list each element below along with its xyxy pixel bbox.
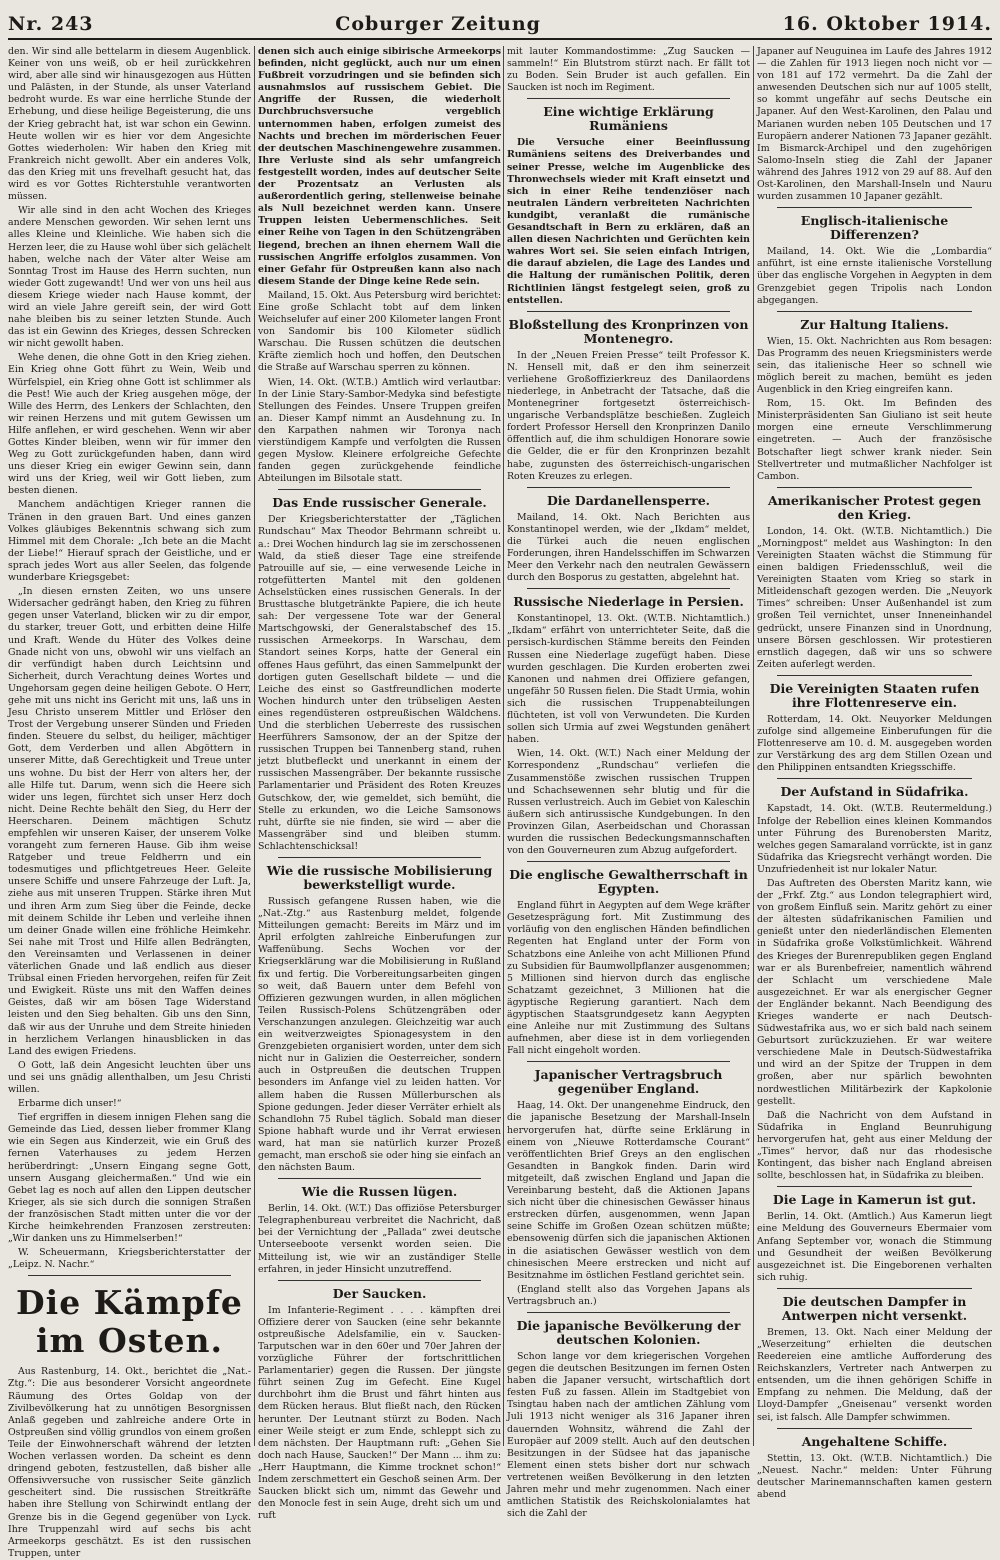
headline-japanischer-vertragsbruch: Japanischer Vertragsbruch gegenüber England. [534, 1067, 723, 1097]
section-rule [527, 1061, 730, 1062]
article-byline: W. Scheuermann, Kriegsberichterstatter der „Leipz. N. Nachr.“ [8, 1247, 251, 1271]
section-rule [777, 311, 972, 312]
article-paragraph: Erbarme dich unser!“ [18, 1098, 122, 1110]
column-divider [753, 46, 754, 1446]
article-paragraph: Mailand, 15. Okt. Aus Petersburg wird berichtet: Eine große Schlacht tobt auf dem linken Weichselufer auf einer 200 Kilometer langen Front von Sandomir bis 100 Kilometer südlich Warschau. Die Russen schützen die deutschen Kräfte ziemlich hoch und hoffen, den Deutschen die Straße auf Warschau sperren zu können. [258, 289, 501, 374]
headline-angehaltene-schiffe: Angehaltene Schiffe. [801, 1433, 948, 1449]
article-paragraph: Der Kriegsberichterstatter der „Täglichen Rundschau“ Max Theodor Behrmann schreibt u. a.: Drei Wochen hindurch lag sie im zerschossenen Wald, da stieß dieser Tage eine streifende Patrouille auf sie, — eine verwesende Leiche in rotgefütterten Mantel mit den goldenen Achselstücken eines russischen Generals. In der Brusttasche blutgetränkte Papiere, die ich heute sah: Der vergessene Tote war der General Martschgowski, der Generalstabschef des 15. russischen Armeekorps. In Warschau, dem Standort seines Korps, hatte der General ein offenes Haus geführt, das einen Sammelpunkt der dortigen guten Gesellschaft bildete — und die Leiche des einst so Gastfreundlichen moderte Wochen hindurch unter den trübseligen Aesten eines regendüsteren ostpreußischen Wäldchens. Und die sterblichen Ueberreste des russischen Heerführers Samsonow, der an der Spitze der russischen Truppen bei Tannenberg stand, ruhen jetzt blutbefleckt und unerkannt in einem der russischen Massengräber. Der bekannte russische Parlamentarier und Präsident des Roten Kreuzes Gutschkow, der, wie gemeldet, sich bemüht, die Stelle zu erkunden, wo die Leiche Samsonows ruht, dürfte sie nie finden, sie wird — aber die Massengräber sind und bleiben stumm. Schlachtenschicksal! [258, 514, 501, 852]
section-rule [777, 778, 972, 779]
article-paragraph: Mailand, 14. Okt. Nach Berichten aus Konstantinopel werden, wie der „Ikdam“ meldet, die Türkei auch die neuen englischen Forderungen, ihren Handelsschiffen im Schwarzen Meer den Verkehr nach den neutralen Gewässern durch den Bosporus zu gestatten, abgelehnt hat. [507, 511, 750, 584]
masthead [8, 0, 992, 40]
section-rule [278, 1178, 481, 1179]
section-rule [278, 1280, 481, 1281]
article-paragraph: den. Wir sind alle bettelarm in diesem Augenblick. Keiner von uns weiß, ob er heil zurückkehren wird, aber alle sind wir hinausgezogen aus Hütten und Palästen, in der Stunde, als unser Vaterland bedroht wurde. Es war eine herrliche Stunde der Erhebung, und diese heilige Begeisterung, die uns der Krieg gebracht hat, ist war schon ein Gewinn. Heute wollen wir es hier vor dem Angesichte Gottes wiederholen: Wir haben den Krieg mit Frankreich nicht gewollt. Aber ein anderes Volk, das den Krieg mit uns frevelhaft gesucht hat, das wird es vor Gottes Richterstuhle verantworten müssen. [8, 46, 251, 203]
headline-englisch-italienische-differenzen: Englisch-italienische Differenzen? [800, 213, 949, 243]
article-paragraph: Wien, 15. Okt. Nachrichten aus Rom besagen: Das Programm des neuen Kriegsministers werde sein, das italienische Heer so schnell wie möglich bereit zu machen, bemüht es jeden Augenblick in den Krieg eingreifen kann. [757, 335, 992, 396]
article-paragraph: Das Auftreten des Obersten Maritz kann, wie der „Frkf. Ztg.“ aus London telegraphiert wird, von großem Einfluß sein. Maritz gehört zu einer der ältesten südafrikanischen Familien und genießt unter den niederländischen Elementen in Südafrika große Volkstümlichkeit. Während des Krieges der Burenrepubliken gegen England war er als Burenbefreier, namentlich während der Schlacht um verschiedene Male ausgezeichnet. Er war als energischer Gegner der Engländer bekannt. Nach Beendigung des Krieges wanderte er nach Deutsch-Südwestafrika aus, wo er sich bald nach seinem Geburtsort zurückzuziehen. Er war weitere verschiedene Male in Deutsch-Südwestafrika und wird an der Spitze der Truppen in dem großen, aber nur spärlich bewohnten nordwestlichen Militärbezirk der Kapkolonie gestellt. [757, 877, 992, 1107]
article-paragraph: Im Infanterie-Regiment . . . . kämpften drei Offiziere derer von Saucken (eine sehr bekannte ostpreußische Adelsfamilie, ein v. Saucken-Tarputschen war in den 60er und 70er Jahren der vorzügliche Führer der fortschrittlichen Parlamentarier) gegen die Russen. Der jüngste führt seinen Zug im Gefecht. Eine Kugel durchbohrt ihm die Brust und fährt hinten aus dem Rücken heraus. Blut fließt nach, den Rücken herunter. Der Leutnant stürzt zu Boden. Nach einer Weile steigt er zum Ende, schleppt sich zu dem nächsten. Der Hauptmann ruft: „Gehen Sie doch nach Hause, Saucken!“ Der Mann ... ihm zu: „Herr Hauptmann, die Kimme trocknet schon!“ Indem zerschmettert ein Geschoß seinen Arm. Der Saucken blickt sich um, nimmt das Gewehr und den Monocle fest in sein Auge, dreht sich um und ruft [258, 1304, 501, 1522]
article-paragraph: Russisch gefangene Russen haben, wie die „Nat.-Ztg.“ aus Rastenburg meldet, folgende Mitteilungen gemacht: Bereits im März und im April erfolgten zahlreiche Einberufungen zur Waffenübung. Sechs Wochen vor der Kriegserklärung war die Mobilisierung in Rußland fix und fertig. Die Vorbereitungsarbeiten gingen so weit, daß Bauern unter dem Befehl von Offizieren gezwungen wurden, in allen möglichen Teilen Russisch-Polens Schützengräben oder Verschanzungen anzulegen. Gleichzeitig war auch ein weitverzweigtes Spionagesystem in den Grenzgebieten organisiert worden, unter dem sich nicht nur in Galizien die Oesterreicher, sondern auch in Ostpreußen die deutschen Truppen besonders im Anfange viel zu leiden hatten. Vor allem haben die Russen Müllerburschen als Spione gedungen. Jeder dieser Verräter erhielt als Schandlohn 75 Rubel täglich. Sobald man dieser Spione habhaft wurde und ihr Verrat erwiesen ward, hat man sie natürlich kurzer Prozeß gemacht, man erschoß sie oder hing sie einfach an den nächsten Baum. [258, 896, 501, 1174]
section-rule [278, 489, 481, 490]
article-paragraph: Haag, 14. Okt. Der unangenehme Eindruck, den die japanische Besetzung der Marshall-Inseln hervorgerufen hat, dürfte seine Erklärung in einem von „Nieuwe Rotterdamsche Courant“ veröffentlichten Brief Greys an den englischen Gesandten in Bangkok finden. Darin wird mitgeteilt, daß zwischen England und Japan die Vereinbarung besteht, daß die Aktionen Japans sich nicht über die chinesischen Gewässer hinaus erstrecken dürfen, ausgenommen, wenn Japan seine Schiffe im Großen Ozean schützen müßte; ebensowenig dürfen sich die japanischen Aktionen in die asiatischen Gewässer westlich von dem chinesischen Meere erstrecken und nicht auf Besitznahme im östlichen Festland gerichtet sein. [507, 1100, 750, 1281]
section-rule [527, 861, 730, 862]
article-paragraph: London, 14. Okt. (W.T.B. Nichtamtlich.) Die „Morningpost“ meldet aus Washington: In den Vereinigten Staaten wächst die Stimmung für einen baldigen Friedensschluß, weil die Vereinigten Staaten vom Krieg so stark in Mitleidenschaft gezogen werden. Die „Neuyork Times“ schreiben: Unser Außenhandel ist zum großen Teil vernichtet, unser Inneneinhandel gedrückt, unsere Finanzen sind in Unordnung, unsere Börsen geschlossen. Wir protestieren ernstlich dagegen, daß wir uns so schwere Zeiten auferlegt werden. [757, 525, 992, 670]
section-rule [777, 1288, 972, 1289]
article-paragraph: (England stellt also das Vorgehen Japans als Vertragsbruch an.) [507, 1283, 750, 1307]
article-paragraph: Stettin, 13. Okt. (W.T.B. Nichtamtlich.) Die „Neuest. Nachr.“ melden: Unter Führung deutscher Marinemannschaften kamen gestern abend [757, 1452, 992, 1500]
headline-aufstand-suedafrika: Der Aufstand in Südafrika. [780, 784, 969, 800]
article-paragraph: Rotterdam, 14. Okt. Neuyorker Meldungen zufolge sind allgemeine Einberufungen für die Flottenreserve am 10. d. M. ausgegeben worden zur Verstärkung des arg dem Stillen Ozean und den Philippinen entsandten Kriegsschiffe. [757, 713, 992, 774]
headline-der-saucken: Der Saucken. [332, 1285, 427, 1301]
headline-japanische-bevoelkerung: Die japanische Bevölkerung der deutschen Kolonien. [516, 1317, 741, 1347]
article-paragraph: „In diesen ernsten Zeiten, wo uns unsere Widersacher gedrängt haben, den Krieg zu führen gegen unser Vaterland, blicken wir zu dir empor, du starker, treuer Gott, und erbitten deine Hilfe und Kraft. Wende du Hüter des Volkes deine Gnade nicht von uns, obwohl wir uns vielfach an dir verfündigt haben durch Leichtsinn und Sicherheit, durch Verachtung deines Wortes und Ungehorsam gegen deine heiligen Gebote. O Herr, gehe mit uns nicht ins Gericht mit uns, laß uns in Jesu Christo unserem Mittler und Erlöser den Trost der Vergebung unserer Sünden und Frieden finden. Steuere du selbst, du heiliger, mächtiger Gott, dem Verderben und allen Abgöttern in unserer Mitte, daß Gerechtigkeit und Treue unter uns wohne. Du bist der Herr von alters her, der alle Hilfe tut. Darum, wenn sich die Heere sich wider uns legen, fürchtet sich unser Herz doch nicht. Deine Rechte behält den Sieg, du Herr der Heerscharen. Deinem mächtigen Schutz empfehlen wir unseren Kaiser, der unserem Volke vorangeht zum ferneren Hause. Gib ihm weise Ratgeber und treue Feldherrn und ein todesmutiges und pflichtgetreues Heer. Geleite unsere Schiffe und unsere Fahrzeuge der Luft. Ja, ziehe aus mit unseren Truppen. Stärke ihren Mut und ihren Arm zum Sieg über die Feinde, decke mit deinem Schilde ihr Leben und verleihe ihnen um deiner Gnade willen eine fröhliche Heimkehr. Sei nahe mit Trost und Hilfe allen Bedrängten, den Vereinsamten und Verlassenen in deiner väterlichen Gnade und laß endlich aus dieser Trübsal einen Frieden hervorgehen, reifen für Zeit und Ewigkeit. Rüste uns mit den Waffen deines Geistes, daß wir am bösen Tage Widerstand leisten und den Sieg behalten. Gib uns den Sinn, daß wir aus der Unruhe und dem Streite hinieden in herzlichem Verlangen hinausblicken in das Land des ewigen Friedens. [8, 586, 251, 1057]
headline-wie-die-russen-luegen: Wie die Russen lügen. [301, 1184, 458, 1200]
article-paragraph: Schon lange vor dem kriegerischen Vorgehen gegen die deutschen Besitzungen im fernen Osten haben die Japaner versucht, wirtschaftlich dort festen Fuß zu fassen. Allein im Stadtgebiet von Tsingtau haben nach der amtlichen Zählung vom Juli 1913 nicht weniger als 316 Japaner ihren dauernden Wohnsitz, während die Zahl der Europäer auf 2009 stellt. Auch auf den deutschen Besitzungen in der Südsee hat das japanische Element einen stets bisher dort nur schwach vertretenen weißen Bevölkerung in den letzten Jahren mehr und mehr zugenommen. Nach einer amtlichen Statistik des Reichskolonialamtes hat sich die Zahl der [507, 1350, 750, 1520]
headline-russische-mobilisierung: Wie die russische Mobilisierung bewerkstelligt wurde. [266, 863, 493, 892]
section-rule [527, 98, 730, 99]
article-paragraph: England führt in Aegypten auf dem Wege kräfter Gesetzesprägung fort. Mit Zustimmung des vorläufig von den englischen Händen befindlichen Regenten hat England unter der Form von Schatzbons eine Anleihe von acht Millionen Pfund zu Subsidien für Baumwollpflanzer ausgenommen; 5 Millionen sind hiervon durch das englische Schatzamt gezeichnet, 3 Millionen hat die ägyptische Regierung garantiert. Nach dem ägyptischen Staatsgrundgesetz kann Aegypten eine Anleihe nur mit Zustimmung des Sultans aufnehmen, aber diese ist in dem vorliegenden Fall nicht eingeholt worden. [507, 900, 750, 1057]
article-paragraph: Mailand, 14. Okt. Wie die „Lombardia“ anführt, ist eine ernste italienische Vorstellung über das englische Vorgehen in Aegypten in dem Grenzgebiet gegen Tripolis nach London abgegangen. [757, 246, 992, 306]
article-paragraph: Berlin, 14. Okt. (W.T.) Das offiziöse Petersburger Telegraphenbureau verbreitet die Nachricht, daß bei der Vernichtung der „Pallada“ zwei deutsche Unterseeboote versenkt worden seien. Die Mitteilung ist, wie wir an zuständiger Stelle erfahren, in jeder Hinsicht unzutreffend. [258, 1203, 501, 1275]
article-paragraph: Wehe denen, die ohne Gott in den Krieg ziehen. Ein Krieg ohne Gott führt zu Wein, Weib und Würfelspiel, ein Krieg ohne Gott ist schlimmer als die Pest! Wie auch der Krieg ausgehen möge, der Wille des Herrn, des Lenkers der Schlachten, den wir reinen Herzens und mit gutem Gewissen um Hilfe anflehen, er wird geschehen. Wenn wir aber Gottes Kinder bleiben, wenn wir für immer den Weg zu Gott zurückgefunden haben, dann wird uns dieser Krieg ein ewiger Gewinn sein, dann wird uns der Krieg, weil wir Gott lieben, zum besten dienen. [8, 352, 251, 497]
section-rule [777, 1428, 972, 1429]
column-1 [8, 46, 251, 1559]
section-rule [527, 311, 730, 312]
article-paragraph: Japaner auf Neuguinea im Laufe des Jahres 1912 — die Zahlen für 1913 liegen noch nicht vor — von 181 auf 172 vermehrt. Da die Zahl der anwesenden Deutschen sich nur auf 1005 stellt, so kommt ungefähr auf sechs Deutsche ein Japaner. Auf den West-Karolinen, den Palau und Marianen wurden neben 105 Deutschen und 17 Europäern anderer Nationen 73 Japaner gezählt. Im Bismarck-Archipel und den zugehörigen Salomo-Inseln stieg die Zahl der Japaner während des Jahres 1912 von 29 auf 88. Auf den Ost-Karolinen, den Marshall-Inseln und Nauru wurden zusammen 10 Japaner gezählt. [757, 46, 992, 203]
article-paragraph: In der „Neuen Freien Presse“ teilt Professor K. N. Hensell mit, daß er den ihm seinerzeit verliehene Großoffizierkreuz des Danilaordens niederlege, in Anbetracht der Tatsache, daß die Montenegriner fortgesetzt österreichisch-ungarische Verbandsplätze beschießen. Zugleich fordert Professor Hersell den Kronprinzen Danilo öffentlich auf, die ihm schuldigen Honorare sowie die Gelder, die er für den Kronprinzen bezahlt habe, zugunsten des österreichisch-ungarischen Roten Kreuzes zu erlegen. [507, 349, 750, 482]
section-rule [527, 487, 730, 488]
headline-gewaltherrschaft-egypten: Die englische Gewaltherrschaft in Egypten. [509, 867, 748, 897]
article-paragraph: Konstantinopel, 13. Okt. (W.T.B. Nichtamtlich.) „Ikdam“ erfährt von unterrichteter Seite, daß die persisch-kurdischen Stämme bereits den Feinden Russen eine Niederlage zugefügt haben. Diese wurden geschlagen. Die Kurden eroberten zwei Kanonen und nahmen drei Offiziere gefangen, ungefähr 50 Russen fielen. Die Stadt Urmia, wohin sich die russischen Truppenabteilungen flüchteten, ist voll von Verwundeten. Die Kurden sollen sich Urmia auf zwei Wegstunden genähert haben. [507, 613, 750, 746]
column-3 [507, 46, 751, 1520]
article-paragraph: Bremen, 13. Okt. Nach einer Meldung der „Weserzeitung“ erhielten die deutschen Reedereien eine amtliche Aufforderung des Reichskanzlers, Vertreter nach Antwerpen zu entsenden, um die ihnen gehörigen Schiffe in Empfang zu nehmen. Die Meldung, daß der Lloyd-Dampfer „Gneisenau“ versenkt worden sei, ist falsch. Alle Dampfer schwimmen. [757, 1326, 992, 1423]
article-paragraph: Wien, 14. Okt. (W.T.B.) Amtlich wird verlautbar: In der Linie Stary-Sambor-Medyka sind befestigte Stellungen des Feindes. Unsere Truppen greifen an. Dieser Kampf nimmt an Ausdehnung zu. In den Karpathen nahmen wir Toronya nach vierstündigem Kampfe und verfolgten die Russen gegen Mysłow. Kleinere erfolgreiche Gefechte fanden gegen zurückgehende feindliche Abteilungen im Bilsotale statt. [258, 376, 501, 485]
article-paragraph: Berlin, 14. Okt. (Amtlich.) Aus Kamerun liegt eine Meldung des Gouverneurs Ebermaier vom Anfang September vor, wonach die Stimmung und Gesundheit der weißen Bevölkerung ausgezeichnet ist. Die Eingeborenen verhalten sich ruhig. [757, 1211, 992, 1283]
article-paragraph: Daß die Nachricht von dem Aufstand in Südafrika in England Beunruhigung hervorgerufen hat, geht aus einer Meldung der „Times“ hervor, daß nur das rhodesische Kontingent, das bisher nach England abreisen sollte, beschlossen hat, in Südafrika zu bleiben. [757, 1109, 992, 1182]
headline-kaempfe-im-osten: Die Kämpfe im Osten. [16, 1283, 243, 1361]
section-rule [527, 1312, 730, 1313]
section-rule [777, 675, 972, 676]
column-2 [258, 46, 501, 1522]
section-rule [777, 487, 972, 488]
headline-niederlage-persien: Russische Niederlage in Persien. [513, 594, 744, 610]
headline-flottenreserve: Die Vereinigten Staaten rufen ihre Flottenreserve ein. [769, 680, 980, 710]
headline-haltung-italiens: Zur Haltung Italiens. [800, 316, 949, 332]
section-rule [777, 1186, 972, 1187]
headline-lage-kamerun: Die Lage in Kamerun ist gut. [772, 1192, 977, 1208]
headline-ende-russischer-generale: Das Ende russischer Generale. [272, 495, 487, 511]
headline-dardanellensperre: Die Dardanellensperre. [546, 492, 711, 508]
column-4 [757, 46, 992, 1500]
article-paragraph: Aus Rastenburg, 14. Okt., berichtet die „Nat.-Ztg.“: Die aus besonderer Vorsicht angeordnete Räumung des Ortes Goldap von der Zivilbevölkerung hat zu unnötigen Besorgnissen Anlaß gegeben und zahlreiche andere Orte in Ostpreußen sind völlig grundlos von einem großen Teile der Einwohnerschaft während der letzten Wochen verlassen worden. Da scheint es denn dringend geboten, festzustellen, daß bisher alle Offensivversuche von russischer Seite gänzlich gescheitert sind. Die russischen Streitkräfte haben ihre Stellung von Schirwindt entlang der Grenze bis in die Gegend gegenüber von Lyck. Ihre Truppenzahl wird auf sechs bis acht Armeekorps geschätzt. Es ist den russischen Truppen, unter [8, 1366, 251, 1559]
section-rule [28, 1275, 231, 1276]
issue-date: 16. Oktober 1914. [782, 13, 992, 35]
article-paragraph: Tief ergriffen in diesem innigen Flehen sang die Gemeinde das Lied, dessen lieber frommer Klang wie ein Segen aus Kinderzeit, wie ein Gruß des fernen Vaterhauses zu jedem Herzen herüberdringt: „Unsern Eingang segne Gott, unsern Ausgang gleichermaßen.“ Und wie ein Gebet lag es noch auf allen den Lippen deutscher Krieger, als sie sich durch die sonnigen Straßen der französischen Stadt mitten unter die vor der Kirche heimkehrenden Franzosen zerstreuten: „Wir danken uns zu Himmelserben!“ [8, 1112, 251, 1245]
article-paragraph: Die Versuche einer Beeinflussung Rumäniens seitens des Dreiverbandes und seiner Presse, welche im Augenblicke des Thronwechsels wieder mit Kraft einsetzt und sich in einer Reihe tendenziöser nach neutralen Ländern verbreiteten Nachrichten kundgibt, veranlaßt die rumänische Gesandtschaft in Bern zu erklären, daß an allen diesen Nachrichten und Gerüchten kein wahres Wort sei. Sie seien einfach Intrigen, die darauf abzielen, die Lage des Landes und die Haltung der rumänischen Politik, deren Richtlinien längst festgelegt seien, groß zu entstellen. [507, 137, 750, 306]
issue-number: Nr. 243 [8, 13, 94, 35]
column-divider [503, 46, 504, 1446]
article-paragraph: Kapstadt, 14. Okt. (W.T.B. Reutermeldung.) Infolge der Rebellion eines kleinen Kommandos unter Führung des Burenobersten Maritz, welches gegen Samaraland vorrückte, ist in ganz Südafrika das Kriegsrecht verhängt worden. Die Unzufriedenheit ist nur lokaler Natur. [757, 803, 992, 875]
article-paragraph: Manchem andächtigen Krieger rannen die Tränen in den grauen Bart. Und eines ganzen Volkes gläubiges Bekenntnis schwang sich zum Himmel mit dem Chorale: „Ich bete an die Macht der Liebe!“ Hierauf sprach der Geistliche, und er sprach jedes Wort aus aller Seelen, das folgende wunderbare Kriegsgebet: [8, 499, 251, 584]
column-divider [254, 46, 255, 1446]
article-paragraph: Wir alle sind in den acht Wochen des Krieges andere Menschen geworden. Wir sehen lernt uns alles Kleine und Kleinliche. Wie haben sich die Herzen leer, die zu Hause wohl über sich gelächelt haben, welche nach der Väter alter Weise am Sonntag Trost im Hause des Herrn suchten, nun wieder Gott zugewandt! Und wer von uns heil aus diesem Kriege wieder nach Hause kommt, der wird an viele Jahre gereift sein, der wird Gott nahe bleiben bis zu seiner letzten Stunde. Auch das ist ein Gewinn des Krieges, dessen Schrecken wir nicht gewollt haben. [8, 205, 251, 350]
article-paragraph: Wien, 14. Okt. (W.T.) Nach einer Meldung der Korrespondenz „Rundschau“ verliefen die Zusammenstöße zwischen russischen Truppen und Schachsewennen sehr blutig und für die Russen verlustreich. Auch im Gebiet von Kaleschin äußern sich antirussische Kundgebungen. In den Provinzen Gilan, Aserbeidschan und Chorassan wurden die russischen Bedeckungsmannschaften von den Gouverneuren zum Abzug aufgefordert. [507, 748, 751, 857]
article-paragraph: denen sich auch einige sibirische Armeekorps befinden, nicht geglückt, auch nur um einen Fußbreit vorzudringen und sie befinden sich ausnahmslos auf russischem Gebiet. Die Angriffe der Russen, die wiederholt Durchbruchsversuche vergeblich unternommen haben, erfolgen zumeist des Nachts und brechen im mörderischen Feuer der deutschen Maschinengewehre zusammen. Ihre Verluste sind als sehr umfangreich festgestellt worden, indes auf deutscher Seite der Prozentsatz an Verlusten als außerordentlich gering, stellenweise beinahe als Null bezeichnet werden kann. Unsere Truppen leisten Uebermenschliches. Seit einer Reihe von Tagen in den Schützengräben liegend, brechen an ihnen ehernem Wall die russischen Angriffe erfolglos zusammen. Von einer Gefahr für Ostpreußen kann also nach diesem Stande der Dinge keine Rede sein. [258, 46, 501, 287]
headline-amerikanischer-protest: Amerikanischer Protest gegen den Krieg. [767, 492, 982, 522]
section-rule [278, 857, 481, 858]
article-paragraph: mit lauter Kommandostimme: „Zug Saucken — sammeln!“ Ein Blutstrom stürzt nach. Er fällt tot zu Boden. Sein Bruder ist auch gefallen. Ein Saucken ist noch im Regiment. [507, 46, 750, 94]
headline-erklaerung-rumaeniens: Eine wichtige Erklärung Rumäniens [543, 104, 714, 134]
article-paragraph: Rom, 15. Okt. Im Befinden des Ministerpräsidenten San Giuliano ist seit heute morgen eine erneute Verschlimmerung eingetreten. — Auch der französische Botschafter liegt schwer krank nieder. Sein Stellvertreter und mutmaßlicher Nachfolger ist Cambon. [757, 398, 992, 482]
section-rule [777, 207, 972, 208]
newspaper-title: Coburger Zeitung [335, 13, 541, 35]
headline-kronprinz-montenegro: Bloßstellung des Kronprinzen von Montenegro. [508, 316, 749, 346]
section-rule [527, 588, 730, 589]
headline-dampfer-antwerpen: Die deutschen Dampfer in Antwerpen nicht versenkt. [781, 1293, 968, 1323]
article-paragraph: O Gott, laß dein Angesicht leuchten über uns und sei uns gnädig allenthalben, um Jesu Christi willen. [8, 1059, 251, 1095]
